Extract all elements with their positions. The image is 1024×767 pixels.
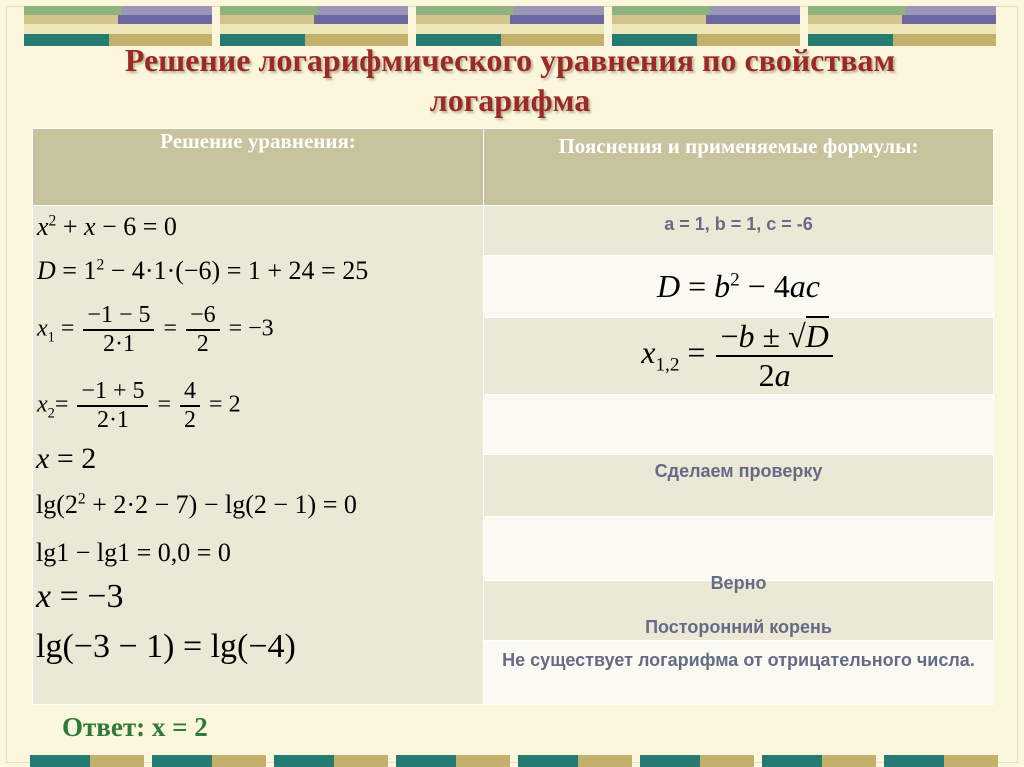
bottom-decoration bbox=[0, 755, 1024, 767]
check-cell bbox=[484, 455, 994, 517]
header-solution: Решение уравнения: bbox=[33, 129, 484, 206]
no-log-text: Не существует логарифма от отрицательного числа. bbox=[502, 650, 975, 670]
solution-table bbox=[32, 128, 994, 705]
answer-text: Ответ: x = 2 bbox=[62, 712, 208, 742]
formula-d-cell bbox=[484, 256, 994, 318]
header-explanations: Пояснения и применяемые формулы: bbox=[484, 129, 994, 206]
x-equals-2-final: x = 2 bbox=[36, 442, 97, 475]
formula-x-cell bbox=[484, 318, 994, 395]
correct-cell bbox=[484, 517, 994, 593]
no-log-cell bbox=[484, 641, 994, 705]
coefficients-cell bbox=[484, 206, 994, 256]
slide-title: Решение логарифмического уравнения по свойствам логарифма bbox=[124, 42, 896, 118]
check-log-line: $\lg(2^2 + 2\cdot 2 - 7) - \lg(2 - 1) = 0$ bbox=[36, 490, 357, 519]
x-equals-minus3: x = −3 bbox=[36, 578, 124, 615]
discriminant-line: $D = 1^2 - 4\cdot 1\cdot(-6) = 1 + 24 = 25$ bbox=[37, 256, 369, 285]
root-x2-line: $x_2=$ $\frac{-1 + 5}{2\cdot 1}$ = $\frac{4}{2}$ = 2 bbox=[37, 378, 241, 433]
log-negative-line: lg(−3 − 1) = lg(−4) bbox=[36, 628, 296, 665]
equation-line-1: $x^2 + x - 6 = 0$ bbox=[37, 212, 177, 241]
root-x1-line: $x_1$ = $\frac{-1 - 5}{2\cdot 1}$ = $\frac{-6}{2}$ = −3 bbox=[37, 302, 274, 357]
check-result-line: lg1 − lg1 = 0,0 = 0 bbox=[36, 538, 231, 567]
formula-roots: $x_{1,2}$ = $\frac{-b \pm √D}{2a}$ bbox=[641, 334, 836, 370]
empty-cell bbox=[484, 395, 994, 455]
formula-d: $D = b^2 - 4ac$ bbox=[657, 268, 820, 304]
correct-text: Верно bbox=[710, 573, 767, 593]
coefficients-text: a = 1, b = 1, c = -6 bbox=[664, 214, 813, 234]
check-text: Сделаем проверку bbox=[654, 461, 823, 481]
extraneous-text: Посторонний корень bbox=[645, 617, 832, 637]
